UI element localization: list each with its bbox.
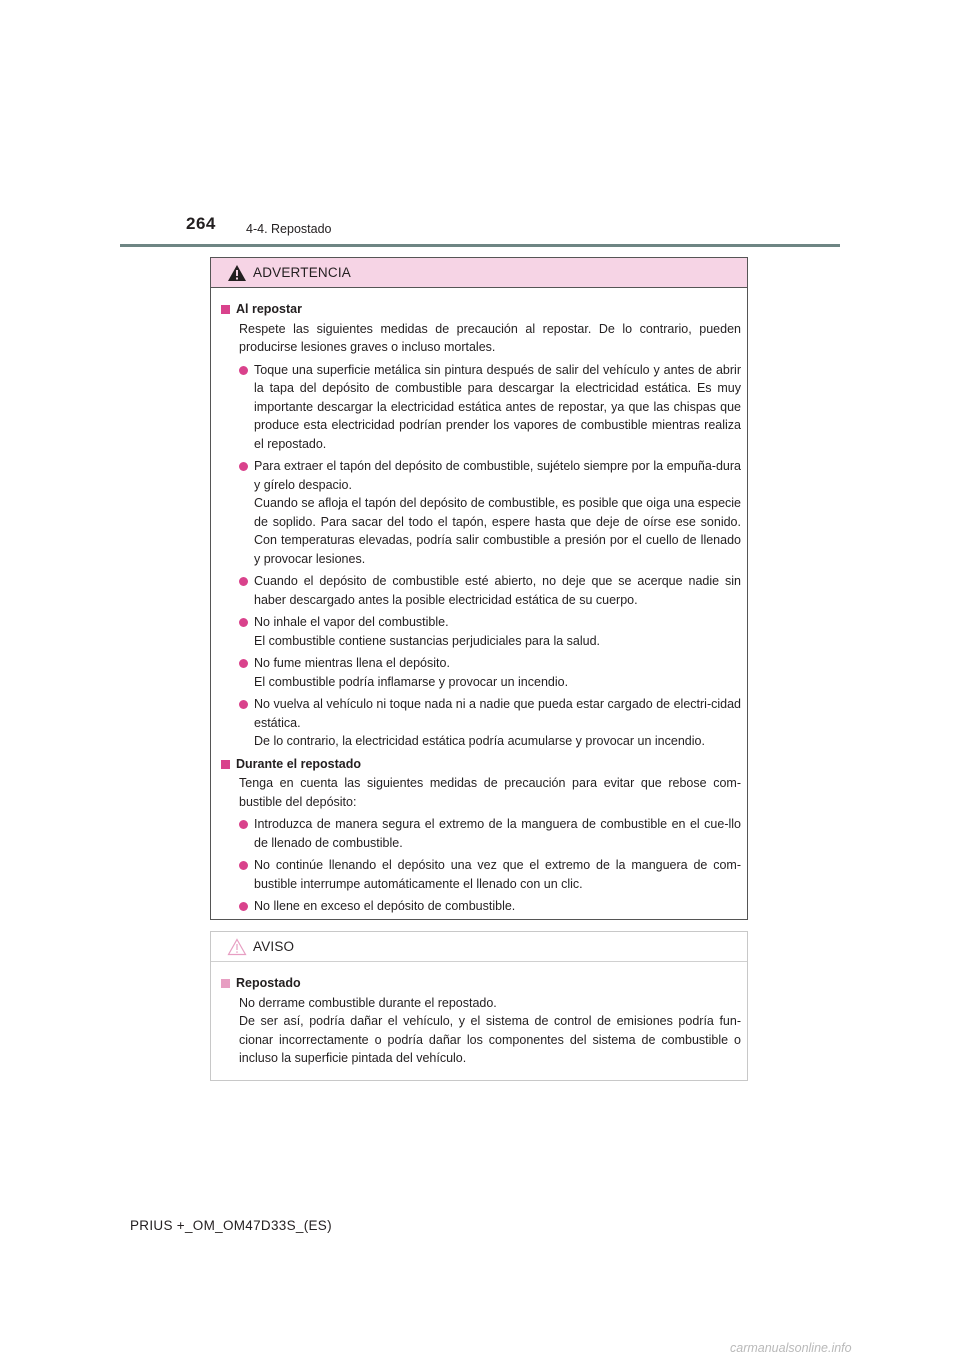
bullet-dot-icon	[239, 577, 248, 586]
square-bullet-icon	[221, 979, 230, 988]
bullet-dot-icon	[239, 820, 248, 829]
page-number: 264	[186, 214, 216, 233]
warning-box	[210, 257, 748, 920]
notice-box-header	[211, 932, 747, 962]
bullet-dot-icon	[239, 366, 248, 375]
notice-body	[211, 962, 747, 1068]
section-intro: Respete las siguientes medidas de precaución al repostar. De lo contrario, pueden producirse lesiones graves o incluso mortales.	[239, 321, 741, 354]
list-item: Para extraer el tapón del depósito de combustible, sujételo siempre por la empuña-dura y gírelo despacio. Cuando se afloja el tapón del depósito de combustible, es posible que oiga una especie de soplido. Para sacar del todo el tapón, espere hasta que deje de oírse ese sonido. Con temperaturas elevadas, podría salir combustible a presión por el cuello de llenado y provocar lesiones.	[239, 457, 741, 568]
bullet-dot-icon	[239, 462, 248, 471]
section-intro: Tenga en cuenta las siguientes medidas de precaución para evitar que rebose com-bustible del depósito:	[239, 776, 741, 809]
list-item: No vuelva al vehículo ni toque nada ni a nadie que pueda estar cargado de electri-cidad estática. De lo contrario, la electricidad estática podría acumularse y provocar un incendio.	[239, 695, 741, 751]
bullet-dot-icon	[239, 700, 248, 709]
header-rule	[120, 244, 840, 247]
section-title: 4-4. Repostado	[246, 222, 332, 236]
warning-box-header	[211, 258, 747, 288]
list-item: No continúe llenando el depósito una vez que el extremo de la manguera de com-bustible interrumpe automáticamente el llenado con un clic.	[239, 856, 741, 893]
list-item: Toque una superficie metálica sin pintura después de salir del vehículo y antes de abrir la tapa del depósito de combustible para descargar la electricidad estática. Es muy importante descargar la electricidad estática antes de repostar, ya que las chispas que produce esta electricidad podrían prender los vapores de combustible mientras realiza el repostado.	[239, 361, 741, 454]
list-item: No fume mientras llena el depósito. El combustible podría inflamarse y provocar un incendio.	[239, 654, 741, 691]
list-item: Cuando el depósito de combustible esté abierto, no deje que se acerque nadie sin haber descargado antes la posible electricidad estática de su cuerpo.	[239, 572, 741, 609]
section-heading: Repostado	[221, 974, 741, 993]
warning-triangle-icon	[227, 264, 247, 282]
caution-triangle-icon	[227, 938, 247, 956]
notice-text: No derrame combustible durante el repostado. De ser así, podría dañar el vehículo, y el sistema de control de emisiones podría fun-cionar incorrectamente o podría dañar los componentes del sistema de combustible o incluso la superficie pintada del vehículo.	[239, 995, 741, 1065]
section-heading: Durante el repostado	[221, 755, 741, 774]
document-code: PRIUS +_OM_OM47D33S_(ES)	[130, 1218, 332, 1233]
bullet-dot-icon	[239, 659, 248, 668]
square-bullet-icon	[221, 305, 230, 314]
watermark: carmanualsonline.info	[730, 1341, 852, 1355]
bullet-dot-icon	[239, 902, 248, 911]
bullet-dot-icon	[239, 618, 248, 627]
notice-title: AVISO	[253, 939, 295, 954]
bullet-dot-icon	[239, 861, 248, 870]
square-bullet-icon	[221, 760, 230, 769]
list-item: Introduzca de manera segura el extremo de la manguera de combustible en el cue-llo de llenado de combustible.	[239, 815, 741, 852]
list-item: No inhale el vapor del combustible. El combustible contiene sustancias perjudiciales para la salud.	[239, 613, 741, 650]
notice-box	[210, 931, 748, 1081]
warning-body	[211, 288, 747, 916]
warning-title: ADVERTENCIA	[253, 265, 351, 280]
list-item: No llene en exceso el depósito de combustible.	[239, 897, 741, 916]
section-heading: Al repostar	[221, 300, 741, 319]
